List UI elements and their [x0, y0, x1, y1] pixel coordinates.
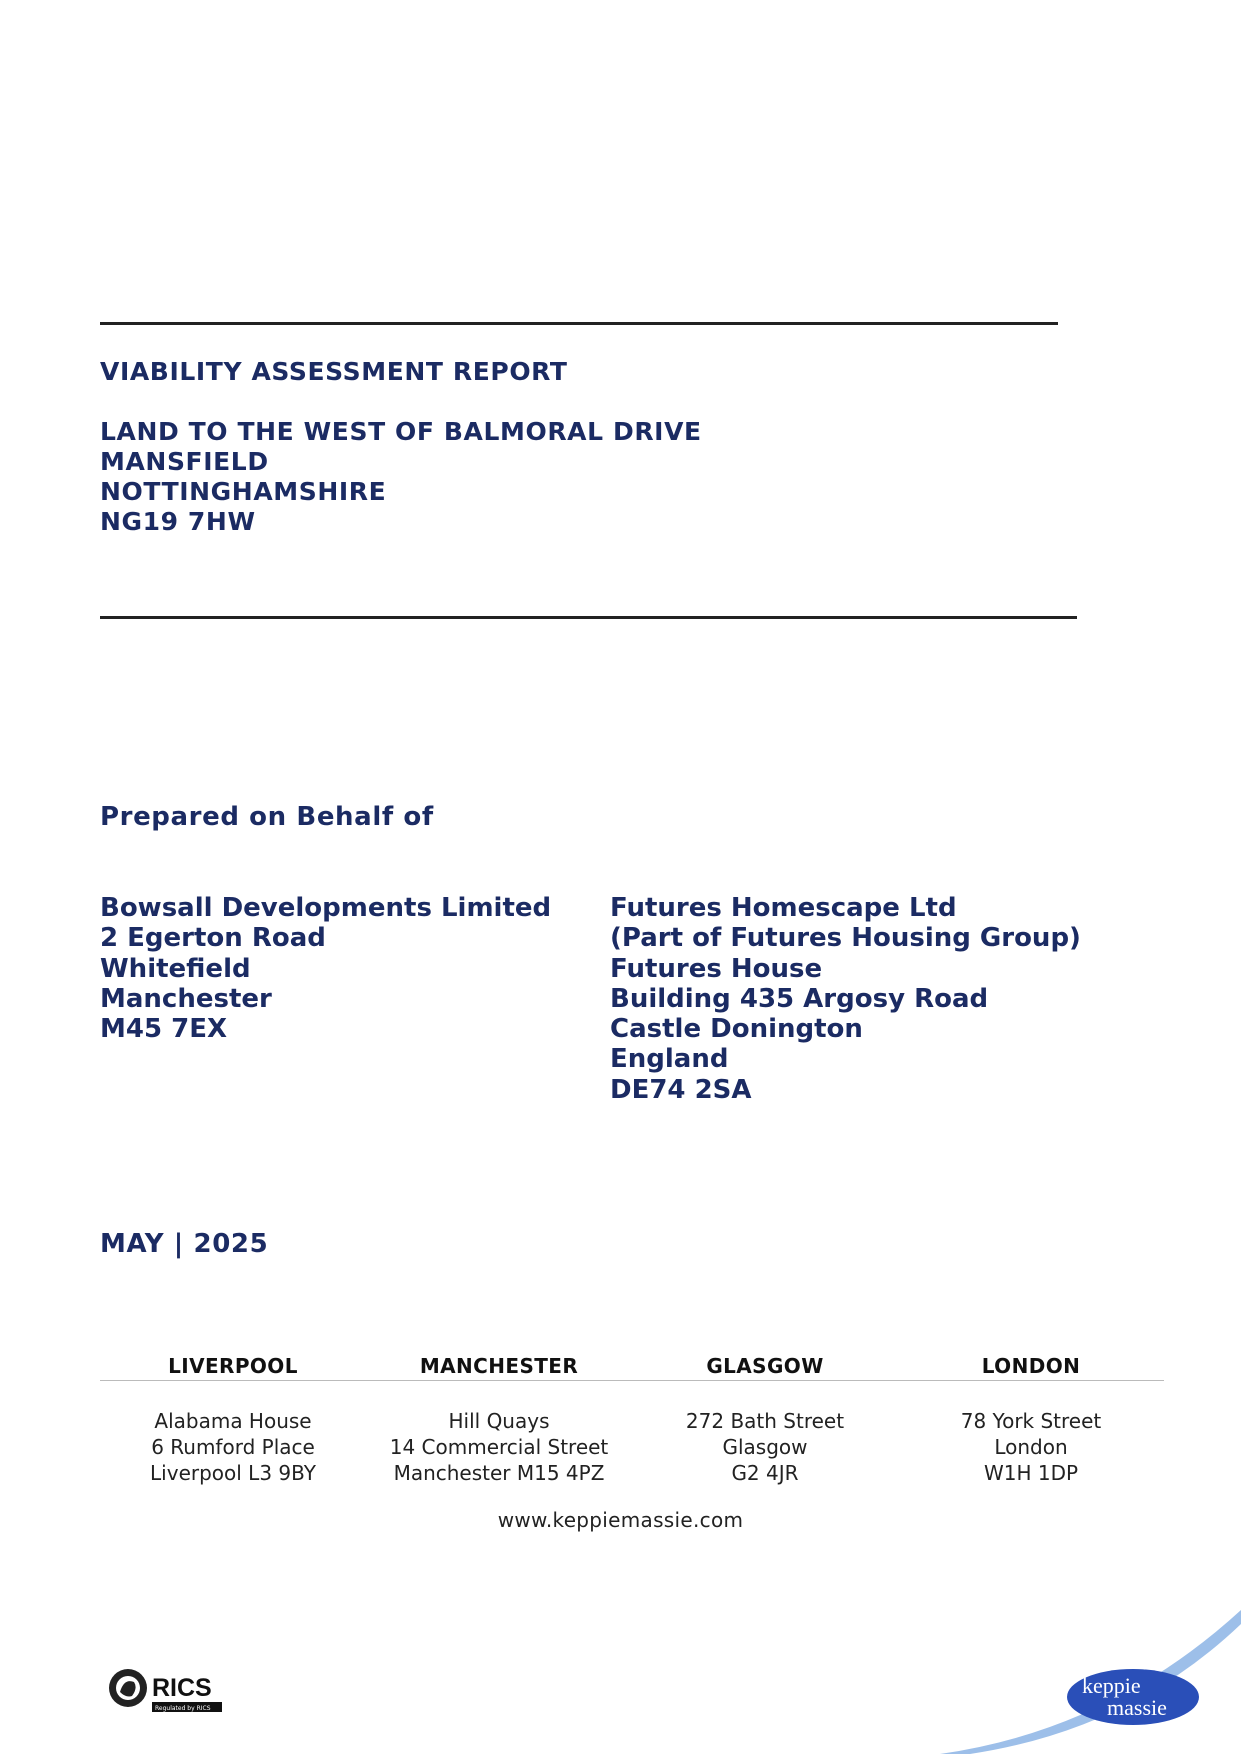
client-a-address [100, 893, 551, 1044]
keppie-massie-logo [940, 1590, 1241, 1754]
office-glasgow [632, 1354, 898, 1486]
office-line: W1H 1DP [983, 1461, 1079, 1485]
client-a-line: 2 Egerton Road [100, 923, 326, 954]
rics-logo [106, 1664, 230, 1716]
client-b-line: Building 435 Argosy Road [610, 983, 989, 1014]
site-address [100, 417, 702, 537]
office-manchester [366, 1354, 632, 1486]
middle-rule [100, 616, 1077, 619]
client-a-line: Whitefield [100, 953, 251, 984]
website-link[interactable]: www.keppiemassie.com [497, 1508, 744, 1532]
client-b-line: Futures Homescape Ltd [610, 893, 957, 923]
office-london [898, 1354, 1164, 1486]
client-b-line: (Part of Futures Housing Group) [610, 923, 1081, 954]
brand-word-1: keppie [1082, 1673, 1141, 1698]
office-line: 6 Rumford Place [151, 1435, 315, 1459]
rics-lion-icon [109, 1669, 147, 1707]
office-line: 272 Bath Street [685, 1409, 845, 1433]
office-line: 78 York Street [960, 1409, 1102, 1433]
brand-word-2: massie [1107, 1695, 1167, 1720]
rics-subtext: Regulated by RICS [155, 1705, 211, 1712]
client-b-address [610, 893, 1081, 1105]
office-name: MANCHESTER [419, 1354, 579, 1378]
client-a-line: Bowsall Developments Limited [100, 893, 552, 923]
site-line: NOTTINGHAMSHIRE [100, 477, 387, 506]
office-line: Alabama House [154, 1409, 312, 1433]
client-b-line: DE74 2SA [610, 1074, 752, 1105]
client-b-line: England [610, 1044, 729, 1075]
site-line: MANSFIELD [100, 447, 269, 476]
client-a-line: Manchester [100, 983, 272, 1014]
client-b-line: Castle Donington [610, 1014, 863, 1045]
prepared-label: Prepared on Behalf of [100, 802, 434, 832]
top-rule [100, 322, 1058, 325]
office-line: Liverpool L3 9BY [150, 1461, 316, 1485]
office-name: LONDON [981, 1354, 1081, 1378]
office-liverpool [100, 1354, 366, 1486]
report-date: MAY | 2025 [100, 1229, 269, 1259]
office-line: Glasgow [722, 1435, 808, 1459]
office-line: Manchester M15 4PZ [393, 1461, 605, 1485]
office-name: LIVERPOOL [168, 1354, 298, 1378]
office-line: Hill Quays [448, 1409, 550, 1433]
office-divider [100, 1380, 1164, 1381]
report-title: VIABILITY ASSESSMENT REPORT [100, 357, 568, 386]
office-line: G2 4JR [731, 1461, 799, 1485]
client-b-line: Futures House [610, 953, 823, 984]
site-line: LAND TO THE WEST OF BALMORAL DRIVE [100, 417, 702, 446]
office-line: 14 Commercial Street [389, 1435, 609, 1459]
site-line: NG19 7HW [100, 507, 256, 536]
client-a-line: M45 7EX [100, 1014, 228, 1045]
office-name: GLASGOW [706, 1354, 824, 1378]
rics-text: RICS [152, 1674, 212, 1702]
office-line: London [994, 1435, 1068, 1459]
